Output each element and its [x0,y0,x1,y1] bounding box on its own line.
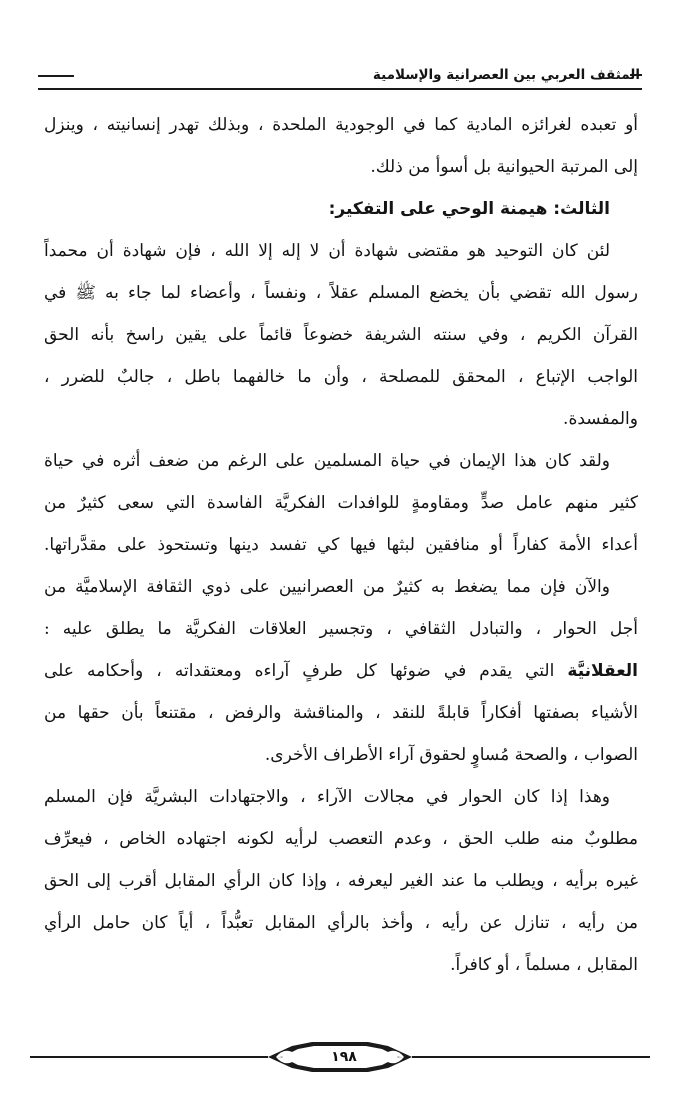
text-line: أجل الحوار ، والتبادل الثقافي ، وتجسير العلاقات الفكريَّة ما يطلق عليه : [44,619,638,639]
text-line: لئن كان التوحيد هو مقتضى شهادة أن لا إله إلا الله ، فإن شهادة أن محمداً [44,241,610,261]
text-line-rest: التي يقدم في ضوئها كل طرفٍ آراءه ومعتقداته ، وأحكامه على [44,661,555,681]
text-line: من رأيه ، تنازل عن رأيه ، وأخذ بالرأي المقابل تعبُّداً ، أياً كان حامل الرأي [44,913,638,933]
emphasized-term: العقلانيَّة [567,661,638,681]
text-line: كثير منهم عامل صدٍّ ومقاومةٍ للوافدات الفكريَّة الفاسدة التي سعى كثيرٌ من [44,493,638,513]
text-line: الواجب الإتباع ، المحقق للمصلحة ، وأن ما خالفهما باطل ، جالبٌ للضرر ، [44,367,638,387]
text-line: الصواب ، والصحة مُساوٍ لحقوق آراء الأطراف الأخرى. [264,745,638,765]
text-line: إلى المرتبة الحيوانية بل أسوأ من ذلك. [370,157,638,177]
text-line: ولقد كان هذا الإيمان في حياة المسلمين على الرغم من ضعف أثره في حياة [44,451,610,471]
text-line: مطلوبٌ منه طلب الحق ، وعدم التعصب لرأيه لكونه اجتهاده الخاص ، فيعرِّف [44,829,638,849]
text-line: المقابل ، مسلماً ، أو كافراً. [450,955,638,975]
text-line: والآن فإن مما يضغط به كثيرٌ من العصرانيين على ذوي الثقافة الإسلاميَّة من [44,577,610,597]
text-line: غيره برأيه ، ويطلب ما عند الغير ليعرفه ، وإذا كان الرأي المقابل أقرب إلى الحق [44,871,638,891]
body-text [44,104,638,986]
text-line: الأشياء بصفتها أفكاراً قابلةً للنقد ، والمناقشة والرفض ، مقتنعاً بأن حقها من [44,703,638,723]
header-rule [38,88,642,90]
text-line: القرآن الكريم ، وفي سنته الشريفة خضوعاً قائماً على يقين راسخ بأنه الحق [44,325,638,345]
page-footer [30,1016,650,1096]
text-line [44,650,638,692]
text-line: أو تعبده لغرائزه المادية كما في الوجودية الملحدة ، وبذلك تهدر إنسانيته ، وينزل [44,115,638,135]
page-number: ١٩٨ [331,1049,357,1065]
header-rule-short [38,75,74,77]
text-line: أعداء الأمة كفاراً أو منافقين لبثها فيها كي تفسد دينها وتستحوذ على مقدَّراتها. [44,535,638,555]
text-line: رسول الله تقضي بأن يخضع المسلم عقلاً ، ونفساً ، وأعضاء لما جاء به ﷺ في [44,283,638,303]
text-line: وهذا إذا كان الحوار في مجالات الآراء ، والاجتهادات البشريَّة فإن المسلم [44,787,610,807]
text-line: والمفسدة. [563,409,638,429]
section-heading: الثالث: هيمنة الوحي على التفكير: [328,199,610,219]
running-header [38,64,642,90]
running-header-title: المثقف العربي بين العصرانية والإسلامية [372,67,640,83]
